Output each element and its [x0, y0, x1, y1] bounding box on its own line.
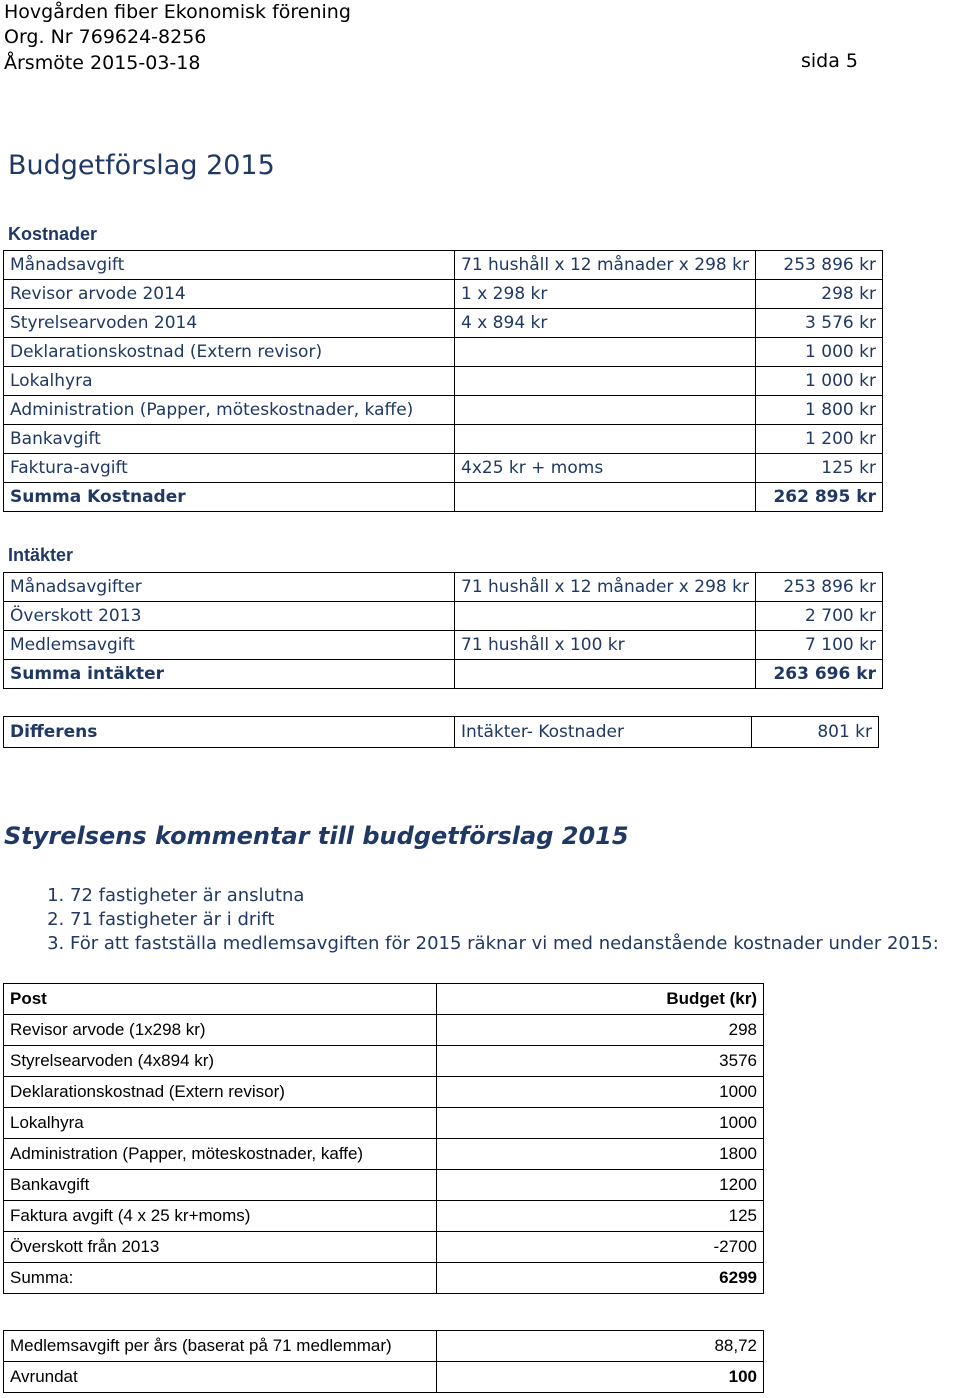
row-label: Bankavgift [4, 425, 455, 454]
col-post-header: Post [4, 984, 437, 1015]
row-calc: 71 hushåll x 12 månader x 298 kr [455, 251, 756, 280]
rounded-value: 100 [437, 1362, 764, 1393]
page-number: sida 5 [800, 50, 858, 72]
row-calc [455, 367, 756, 396]
meeting-date: Årsmöte 2015-03-18 [4, 52, 201, 74]
total-calc [455, 483, 756, 512]
table-row [4, 280, 883, 309]
row-label: Administration (Papper, möteskostnader, kaffe) [4, 396, 455, 425]
row-amount: 2 700 kr [755, 602, 882, 631]
row-amount: 1 000 kr [755, 338, 882, 367]
table-row [4, 251, 883, 280]
row-calc [455, 602, 756, 631]
fee-value: 88,72 [437, 1331, 764, 1362]
table-row [4, 631, 883, 660]
income-table [3, 572, 883, 689]
table-row [4, 1201, 764, 1232]
post-label: Lokalhyra [4, 1108, 437, 1139]
row-amount: 125 kr [755, 454, 882, 483]
table-row [4, 309, 883, 338]
row-calc: 71 hushåll x 12 månader x 298 kr [455, 573, 756, 602]
costs-heading: Kostnader [8, 224, 98, 244]
total-amount: 263 696 kr [755, 660, 882, 689]
fee-row [4, 1331, 764, 1362]
row-amount: 3 576 kr [755, 309, 882, 338]
fee-table [3, 1330, 764, 1393]
comment-item: 2. 71 fastigheter är i drift [70, 908, 939, 932]
comment-item: 1. 72 fastigheter är anslutna [70, 884, 939, 908]
table-row [4, 396, 883, 425]
row-amount: 7 100 kr [755, 631, 882, 660]
total-row [4, 660, 883, 689]
row-amount: 253 896 kr [755, 251, 882, 280]
row-amount: 1 200 kr [755, 425, 882, 454]
post-label: Bankavgift [4, 1170, 437, 1201]
comment-heading: Styrelsens kommentar till budgetförslag 2015 [4, 822, 629, 850]
table-row [4, 1046, 764, 1077]
table-row [4, 602, 883, 631]
difference-label: Differens [4, 717, 455, 748]
org-number: Org. Nr 769624-8256 [4, 26, 207, 48]
post-budget: 1200 [437, 1170, 764, 1201]
difference-table [3, 716, 879, 748]
table-row [4, 1232, 764, 1263]
costs-table [3, 250, 883, 512]
col-budget-header: Budget (kr) [437, 984, 764, 1015]
post-budget: 1000 [437, 1108, 764, 1139]
row-amount: 1 800 kr [755, 396, 882, 425]
org-name: Hovgården fiber Ekonomisk förening [4, 1, 351, 23]
budget-post-table [3, 983, 764, 1294]
table-row [4, 425, 883, 454]
total-amount: 262 895 kr [755, 483, 882, 512]
rounded-row [4, 1362, 764, 1393]
row-calc [455, 338, 756, 367]
post-label: Faktura avgift (4 x 25 kr+moms) [4, 1201, 437, 1232]
table-header-row [4, 984, 764, 1015]
difference-amount: 801 kr [752, 717, 879, 748]
row-label: Revisor arvode 2014 [4, 280, 455, 309]
table-row [4, 573, 883, 602]
fee-label: Medlemsavgift per års (baserat på 71 medlemmar) [4, 1331, 437, 1362]
comment-list [0, 884, 939, 956]
total-row [4, 483, 883, 512]
page-title: Budgetförslag 2015 [8, 150, 275, 181]
sum-row [4, 1263, 764, 1294]
table-row [4, 1170, 764, 1201]
income-heading: Intäkter [8, 545, 74, 565]
row-calc: 4x25 kr + moms [455, 454, 756, 483]
post-label: Revisor arvode (1x298 kr) [4, 1015, 437, 1046]
row-label: Deklarationskostnad (Extern revisor) [4, 338, 455, 367]
difference-row [4, 717, 879, 748]
table-row [4, 1139, 764, 1170]
post-budget: 125 [437, 1201, 764, 1232]
post-label: Överskott från 2013 [4, 1232, 437, 1263]
row-label: Lokalhyra [4, 367, 455, 396]
row-label: Månadsavgifter [4, 573, 455, 602]
post-label: Styrelsearvoden (4x894 kr) [4, 1046, 437, 1077]
row-amount: 1 000 kr [755, 367, 882, 396]
post-budget: -2700 [437, 1232, 764, 1263]
rounded-label: Avrundat [4, 1362, 437, 1393]
post-label: Deklarationskostnad (Extern revisor) [4, 1077, 437, 1108]
post-budget: 3576 [437, 1046, 764, 1077]
post-budget: 1000 [437, 1077, 764, 1108]
sum-value: 6299 [437, 1263, 764, 1294]
table-row [4, 367, 883, 396]
row-calc: 71 hushåll x 100 kr [455, 631, 756, 660]
row-amount: 253 896 kr [755, 573, 882, 602]
row-label: Styrelsearvoden 2014 [4, 309, 455, 338]
table-row [4, 1015, 764, 1046]
total-label: Summa intäkter [4, 660, 455, 689]
sum-label: Summa: [4, 1263, 437, 1294]
row-calc [455, 425, 756, 454]
table-row [4, 1108, 764, 1139]
row-calc: 4 x 894 kr [455, 309, 756, 338]
post-label: Administration (Papper, möteskostnader, kaffe) [4, 1139, 437, 1170]
row-amount: 298 kr [755, 280, 882, 309]
total-label: Summa Kostnader [4, 483, 455, 512]
total-calc [455, 660, 756, 689]
row-label: Faktura-avgift [4, 454, 455, 483]
row-label: Medlemsavgift [4, 631, 455, 660]
table-row [4, 454, 883, 483]
table-row [4, 338, 883, 367]
difference-calc: Intäkter- Kostnader [455, 717, 752, 748]
comment-item: 3. För att fastställa medlemsavgiften för 2015 räknar vi med nedanstående kostnader under 2015: [70, 932, 939, 956]
post-budget: 1800 [437, 1139, 764, 1170]
row-calc: 1 x 298 kr [455, 280, 756, 309]
post-budget: 298 [437, 1015, 764, 1046]
row-calc [455, 396, 756, 425]
row-label: Överskott 2013 [4, 602, 455, 631]
table-row [4, 1077, 764, 1108]
row-label: Månadsavgift [4, 251, 455, 280]
